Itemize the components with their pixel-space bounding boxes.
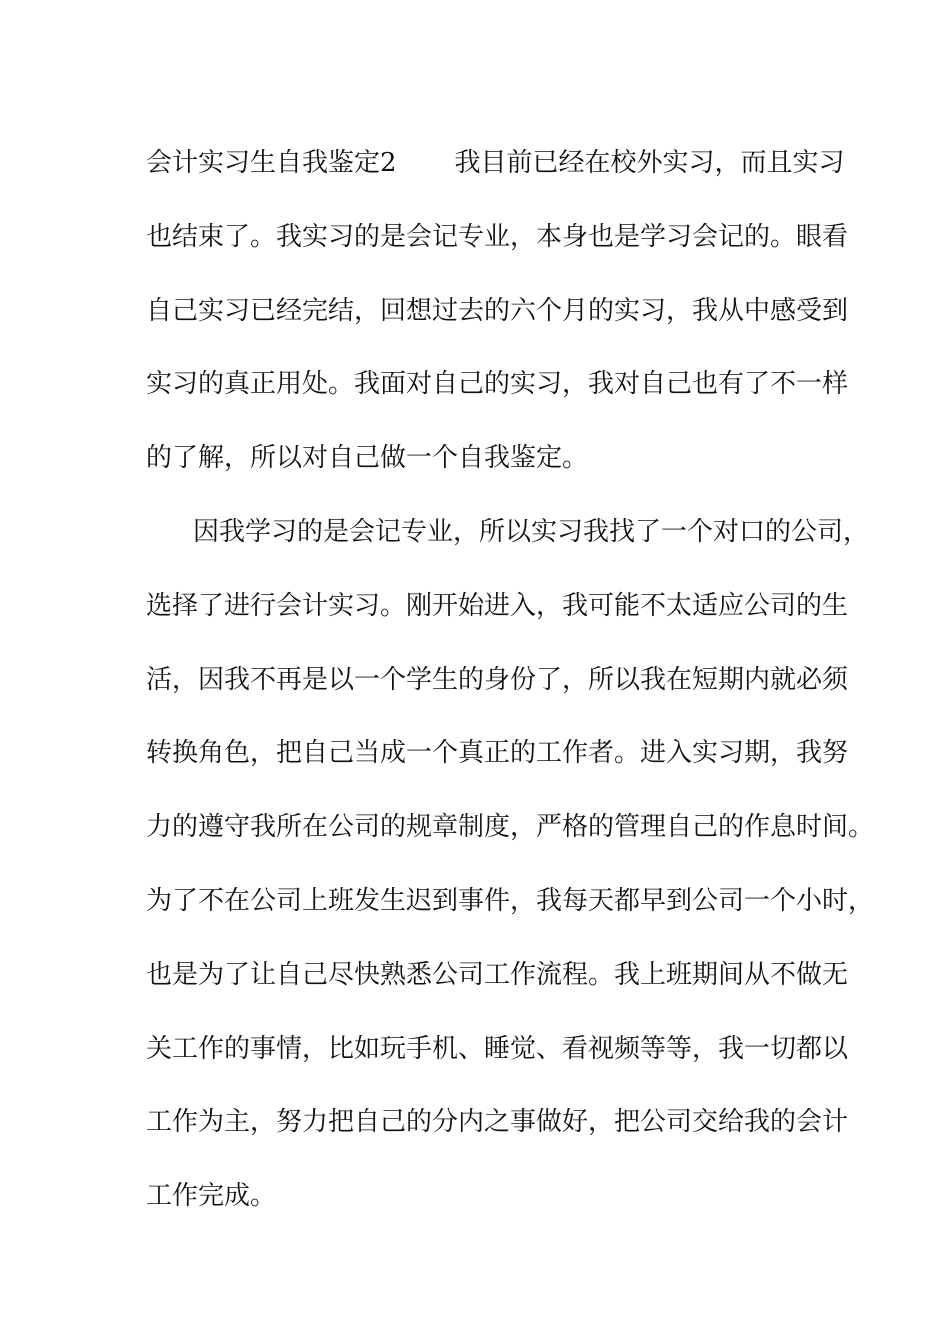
paragraph-2-line-2: 选择了进行会计实习。刚开始进入，我可能不太适应公司的生 [146,590,849,621]
paragraph-1-line-2: 也结束了。我实习的是会记专业，本身也是学习会记的。眼看 [146,221,849,252]
paragraph-2-line-9: 工作为主，努力把自己的分内之事做好，把公司交给我的会计 [146,1107,849,1138]
paragraph-2-line-1: 因我学习的是会记专业，所以实习我找了一个对口的公司， [193,516,870,547]
paragraph-2-line-5: 力的遵守我所在公司的规章制度，严格的管理自己的作息时间。 [146,812,875,843]
paragraph-1-line-3: 自己实习已经完结，回想过去的六个月的实习，我从中感受到 [146,295,849,326]
paragraph-2-line-7: 也是为了让自己尽快熟悉公司工作流程。我上班期间从不做无 [146,959,849,990]
paragraph-1-line-5: 的了解，所以对自己做一个自我鉴定。 [146,443,589,474]
document-title: 会计实习生自我鉴定2 [146,148,397,178]
paragraph-2-line-6: 为了不在公司上班发生迟到事件，我每天都早到公司一个小时， [146,885,875,916]
paragraph-2-line-3: 活，因我不再是以一个学生的身份了，所以我在短期内就必须 [146,664,849,695]
paragraph-2-line-8: 关工作的事情，比如玩手机、睡觉、看视频等等，我一切都以 [146,1033,849,1064]
paragraph-2-line-10: 工作完成。 [146,1181,277,1212]
paragraph-1-line-1: 我目前已经在校外实习，而且实习 [454,148,845,178]
paragraph-2-line-4: 转换角色，把自己当成一个真正的工作者。进入实习期，我努 [146,738,849,769]
first-line [146,127,845,201]
document-body [146,127,875,1234]
paragraph-1-line-4: 实习的真正用处。我面对自己的实习，我对自己也有了不一样 [146,369,849,400]
